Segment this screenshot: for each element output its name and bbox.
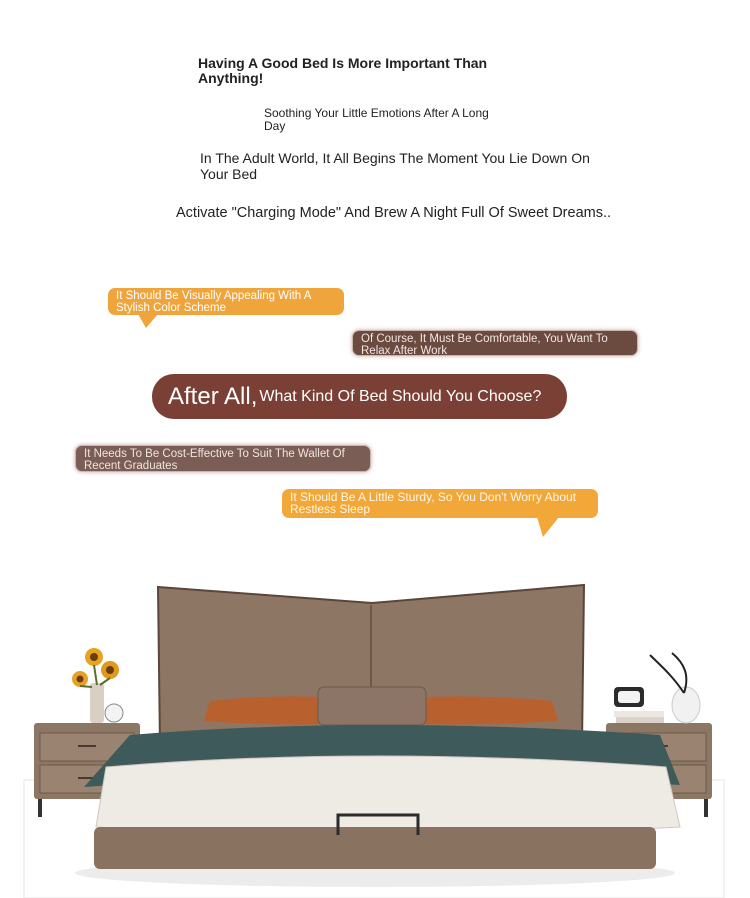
question-pill — [152, 374, 567, 419]
bubble-cost-text: It Needs To Be Cost-Effective To Suit The Wallet Of Recent Graduates — [84, 448, 345, 472]
question-rest: What Kind Of Bed Should You Choose? — [259, 388, 542, 405]
bubble-comfort — [352, 330, 638, 356]
bubble-cost — [75, 445, 371, 472]
question-lead: After All, — [168, 383, 258, 410]
bubble-sturdy-text: It Should Be A Little Sturdy, So You Don't Worry About Restless Sleep — [290, 490, 577, 516]
bubble-comfort-text: Of Course, It Must Be Comfortable, You Want To Relax After Work — [361, 333, 608, 357]
bed-base — [94, 827, 656, 869]
bubble-appeal — [108, 288, 344, 315]
charging-mode-text: Activate "Charging Mode" And Brew A Night Full Of Sweet Dreams.. — [176, 205, 612, 221]
bubble-appeal-text: It Should Be Visually Appealing With A Stylish Color Scheme — [116, 290, 311, 314]
bubble-sturdy — [282, 489, 598, 518]
duvet — [96, 756, 680, 835]
bubble-sturdy-tail — [537, 517, 559, 537]
bed-scene-illustration — [20, 575, 730, 898]
subheadline: Soothing Your Little Emotions After A Long Day — [264, 106, 489, 133]
bubble-appeal-tail — [138, 314, 158, 328]
pillow-center — [318, 687, 426, 725]
adult-world-text: In The Adult World, It All Begins The Moment You Lie Down On Your Bed — [200, 150, 590, 182]
headline: Having A Good Bed Is More Important Than Anything! — [198, 55, 488, 86]
sunflower-vase — [72, 648, 123, 723]
right-decor — [614, 653, 700, 723]
